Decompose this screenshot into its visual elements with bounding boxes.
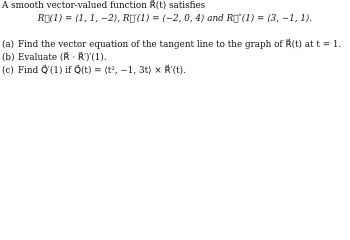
problem-intro: A smooth vector-valued function R⃗(t) satisfies	[2, 1, 206, 11]
part-c-text: Find Q⃗′(1) if Q⃗(t) = ⟨t², −1, 3t⟩ × R⃗′(t).	[18, 66, 186, 76]
problem-page	[0, 0, 350, 88]
part-b	[2, 53, 107, 64]
given-values: R⃗(1) = ⟨1, 1, −2⟩, R⃗′(1) = ⟨−2, 0, 4⟩ and R⃗″(1) = ⟨3, −1, 1⟩.	[37, 14, 313, 24]
part-a	[2, 40, 341, 51]
part-c	[2, 66, 186, 77]
part-b-text: Evaluate (R⃗ · R⃗′)′(1).	[18, 53, 107, 63]
part-b-label: (b)	[2, 53, 15, 63]
part-a-text: Find the vector equation of the tangent line to the graph of R⃗(t) at t = 1.	[18, 40, 342, 50]
part-a-label: (a)	[2, 40, 15, 50]
part-c-label: (c)	[2, 66, 14, 76]
